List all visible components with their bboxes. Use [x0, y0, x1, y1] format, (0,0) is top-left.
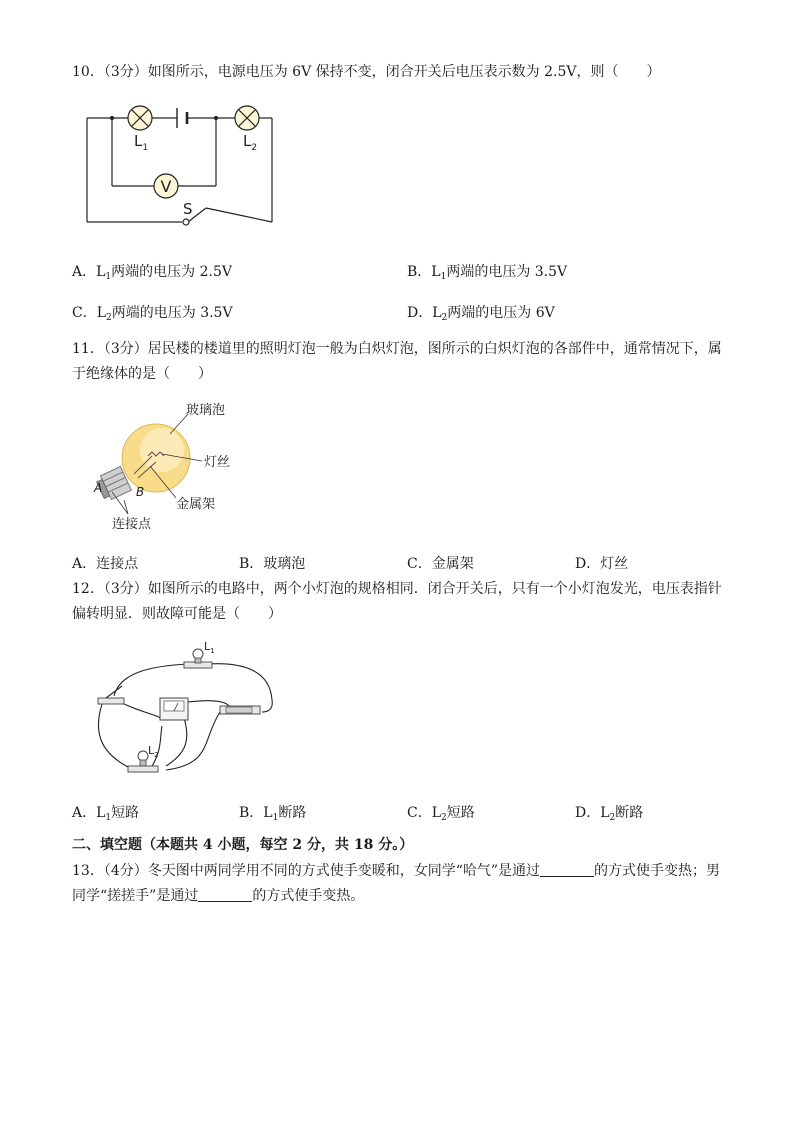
l1-label: L — [134, 132, 143, 150]
point-b-label: B — [136, 485, 145, 499]
q12-option-d[interactable]: D．$L_2$断路 — [575, 805, 644, 823]
q11-option-a[interactable]: A．连接点 — [72, 556, 139, 572]
lamp-l2-symbol — [235, 106, 259, 130]
contact-point-label: 连接点 — [112, 517, 152, 532]
svg-text:L2: $L_2$ — [243, 132, 258, 153]
q11-option-d[interactable]: D．灯丝 — [575, 556, 629, 572]
lamp-l1-symbol — [128, 106, 152, 130]
q10-option-a[interactable]: A．$L_1$两端的电压为 2.5V — [72, 264, 232, 282]
svg-text:L1: $L_1$ — [134, 132, 149, 153]
q11-light-bulb-figure — [90, 400, 270, 535]
switch-label: S — [183, 200, 193, 218]
q13-blank-2[interactable] — [198, 887, 252, 902]
q11-stem: 11．（3分）居民楼的楼道里的照明灯泡一般为白炽灯泡，图所示的白炽灯泡的各部件中，通常情况下，属于绝缘体的是（ ） — [72, 341, 722, 382]
q11-option-b[interactable]: B．玻璃泡 — [239, 556, 306, 572]
q10-option-c[interactable]: C．$L_2$两端的电压为 3.5V — [72, 305, 233, 323]
point-a-label: A — [94, 481, 103, 495]
q12-stem: 12．（3分）如图所示的电路中，两个小灯泡的规格相同．闭合开关后，只有一个小灯泡发光，电压表指针偏转明显．则故障可能是（ ） — [72, 581, 722, 622]
svg-text:L2: $L_2$ — [148, 744, 159, 759]
q12-option-a[interactable]: A．$L_1$短路 — [72, 805, 140, 823]
metal-frame-label: 金属架 — [176, 497, 216, 512]
q10-option-d[interactable]: D．$L_2$两端的电压为 6V — [407, 305, 555, 323]
q10-circuit-diagram — [82, 100, 282, 230]
q10-stem: 10．（3分）如图所示，电源电压为 6V 保持不变，闭合开关后电压表示数为 2.5V，则（ ） — [72, 64, 661, 80]
voltmeter-label: V — [160, 177, 172, 196]
q12-option-b[interactable]: B．$L_1$断路 — [239, 805, 307, 823]
l2-label: L — [243, 132, 252, 150]
q12-circuit-photo — [92, 640, 282, 780]
svg-text:L1: $L_1$ — [204, 640, 215, 655]
q10-option-b[interactable]: B．$L_1$两端的电压为 3.5V — [407, 264, 568, 282]
q13-blank-1[interactable] — [540, 862, 594, 877]
glass-bulb-label: 玻璃泡 — [186, 403, 226, 418]
filament-label: 灯丝 — [204, 455, 231, 470]
q12-option-c[interactable]: C．$L_2$短路 — [407, 805, 475, 823]
q13-stem: 13．（4分）冬天图中两同学用不同的方式使手变暖和，女同学“哈气”是通过 的方式使手变热；男同学“搓搓手”是通过 的方式使手变热。 — [72, 863, 721, 904]
section-2-heading: 二、填空题（本题共 4 小题，每空 2 分，共 18 分。） — [72, 837, 414, 853]
q11-option-c[interactable]: C．金属架 — [407, 556, 474, 572]
